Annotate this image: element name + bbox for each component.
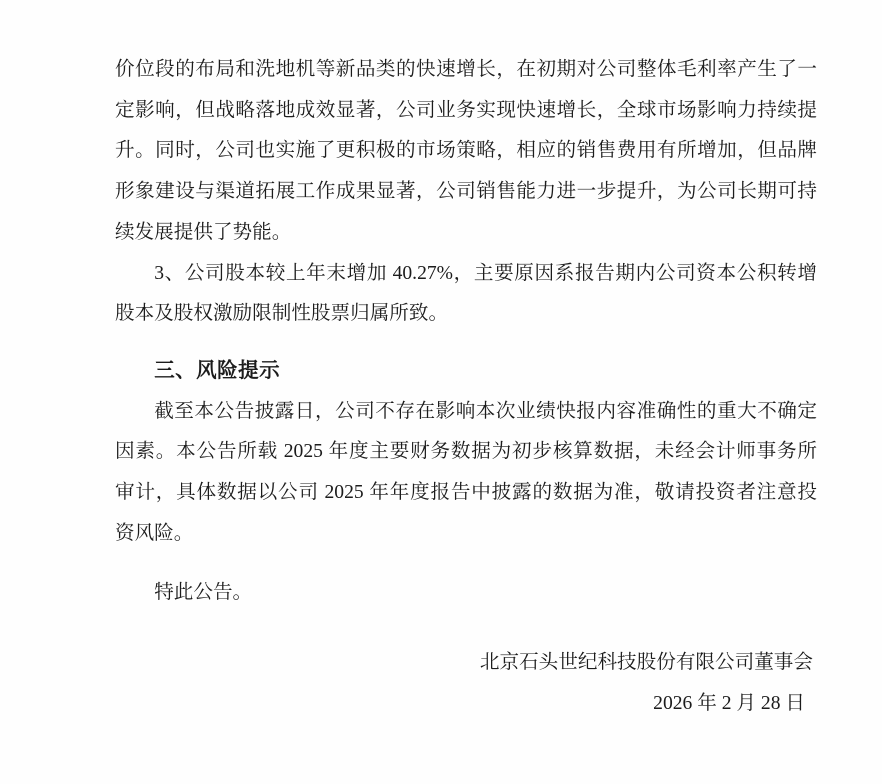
paragraph-3-line-4: 资风险。 — [115, 522, 194, 544]
paragraph-3-line-1: 截至本公告披露日，公司不存在影响本次业绩快报内容准确性的重大不确定 — [154, 400, 817, 422]
paragraph-1-line-4: 形象建设与渠道拓展工作成果显著，公司销售能力进一步提升，为公司长期可持 — [115, 181, 817, 203]
section-heading-risk-notice: 三、风险提示 — [154, 359, 281, 382]
paragraph-1-line-5: 续发展提供了势能。 — [115, 221, 292, 243]
paragraph-2-line-2: 股本及股权激励限制性股票归属所致。 — [115, 303, 449, 325]
paragraph-1-line-1: 价位段的布局和洗地机等新品类的快速增长，在初期对公司整体毛利率产生了一 — [115, 59, 817, 80]
signature-board-of-directors: 北京石头世纪科技股份有限公司董事会 — [479, 652, 813, 674]
announcement-date: 2026 年 2 月 28 日 — [653, 692, 805, 714]
paragraph-3-line-2: 因素。本公告所载 2025 年度主要财务数据为初步核算数据，未经会计师事务所 — [115, 441, 817, 463]
paragraph-2-line-1: 3、公司股本较上年末增加 40.27%，主要原因系报告期内公司资本公积转增 — [154, 262, 817, 284]
closing-statement: 特此公告。 — [154, 582, 253, 604]
paragraph-1-line-2: 定影响，但战略落地成效显著，公司业务实现快速增长，全球市场影响力持续提 — [115, 99, 817, 121]
paragraph-3-line-3: 审计，具体数据以公司 2025 年年度报告中披露的数据为准，敬请投资者注意投 — [115, 482, 817, 504]
paragraph-1-line-3: 升。同时，公司也实施了更积极的市场策略，相应的销售费用有所增加，但品牌 — [115, 140, 817, 162]
